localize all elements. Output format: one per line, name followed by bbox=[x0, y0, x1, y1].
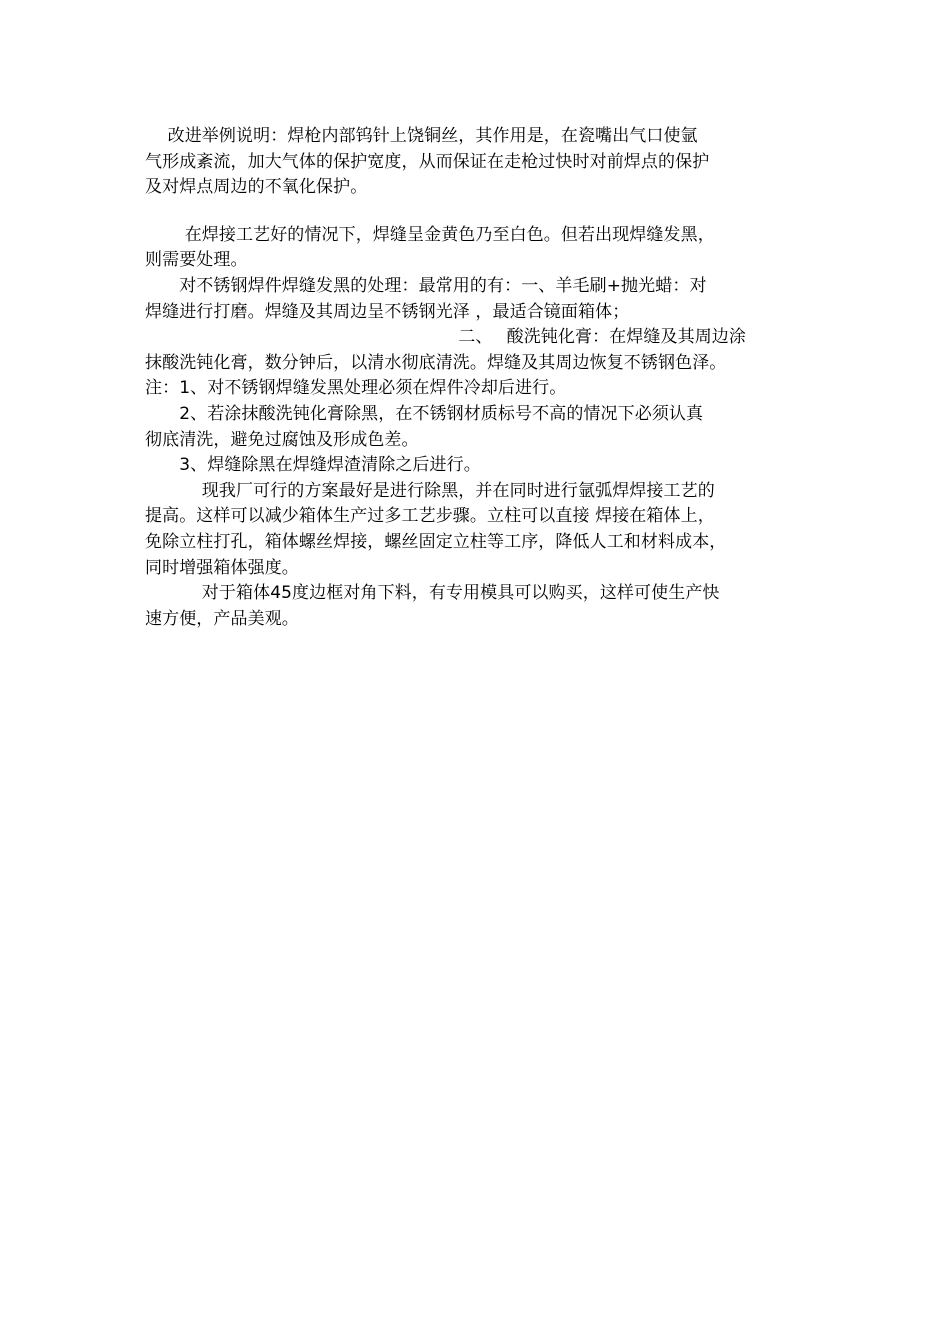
paragraph-4-line-1: 现我厂可行的方案最好是进行除黑，并在同时进行氩弧焊焊接工艺的 bbox=[145, 480, 715, 501]
paragraph-4-line-3: 免除立柱打孔，箱体螺丝焊接，螺丝固定立柱等工序，降低人工和材料成本， bbox=[145, 531, 727, 552]
paragraph-4-line-4: 同时增强箱体强度。 bbox=[145, 557, 299, 578]
document-body bbox=[145, 124, 825, 632]
paragraph-3-line-2: 焊缝进行打磨。焊缝及其周边呈不锈钢光泽 ，最适合镜面箱体； bbox=[145, 301, 630, 322]
note-3: 3、焊缝除黑在焊缝焊渣清除之后进行。 bbox=[145, 455, 481, 476]
paragraph-4-line-2: 提高。这样可以减少箱体生产过多工艺步骤。立柱可以直接 焊接在箱体上， bbox=[145, 506, 715, 527]
note-2-line-1: 2、若涂抹酸洗钝化膏除黑，在不锈钢材质标号不高的情况下必须认真 bbox=[145, 403, 704, 424]
paragraph-3-line-4: 抹酸洗钝化膏，数分钟后，以清水彻底清洗。焊缝及其周边恢复不锈钢色泽。 bbox=[145, 352, 727, 373]
paragraph-2-line-2: 则需要处理。 bbox=[145, 250, 248, 271]
paragraph-1-line-3: 及对焊点周边的不氧化保护。 bbox=[145, 177, 368, 198]
paragraph-2-line-1: 在焊接工艺好的情况下，焊缝呈金黄色乃至白色。但若出现焊缝发黑， bbox=[145, 224, 715, 245]
note-1: 注：1、对不锈钢焊缝发黑处理必须在焊件冷却后进行。 bbox=[145, 378, 567, 399]
paragraph-gap bbox=[145, 201, 825, 223]
note-2-line-2: 彻底清洗，避免过腐蚀及形成色差。 bbox=[145, 429, 419, 450]
paragraph-3-line-1: 对不锈钢焊件焊缝发黑的处理：最常用的有：一、羊毛刷+抛光蜡：对 bbox=[145, 275, 707, 296]
paragraph-3-line-3: 二、 酸洗钝化膏：在焊缝及其周边涂 bbox=[145, 327, 747, 348]
paragraph-1-line-2: 气形成紊流，加大气体的保护宽度，从而保证在走枪过快时对前焊点的保护 bbox=[145, 151, 710, 172]
paragraph-5-line-1: 对于箱体45度边框对角下料，有专用模具可以购买，这样可使生产快 bbox=[145, 583, 720, 604]
paragraph-5-line-2: 速方便，产品美观。 bbox=[145, 608, 299, 629]
paragraph-1-line-1: 改进举例说明：焊枪内部钨针上饶铜丝，其作用是，在瓷嘴出气口使氩 bbox=[145, 126, 698, 146]
